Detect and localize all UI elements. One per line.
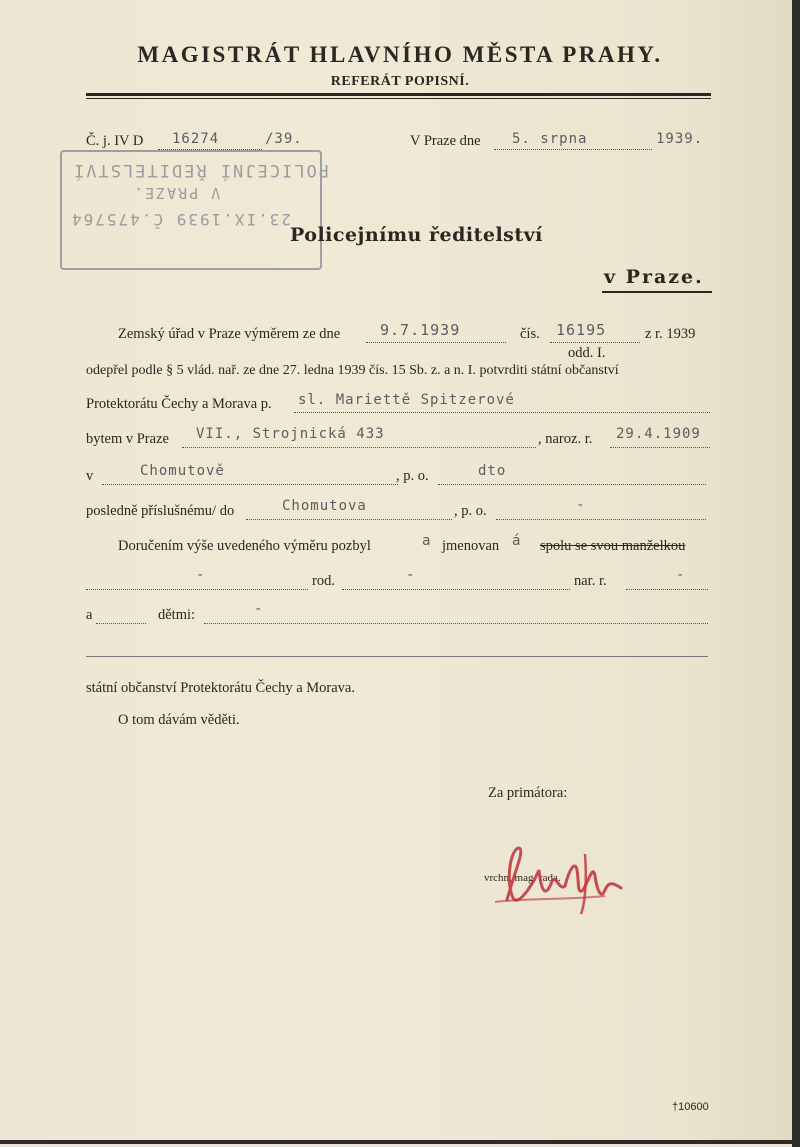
rod-label: rod. (312, 573, 335, 589)
decree-year: z r. 1939 (645, 326, 696, 342)
nar-field (626, 573, 708, 590)
place-date-label: V Praze dne (410, 133, 481, 149)
addressee-line-2: v Praze. (604, 266, 704, 288)
po2-label: , p. o. (454, 503, 487, 519)
cis-label: čís. (520, 326, 540, 342)
last-place: Chomutova (282, 498, 367, 514)
nar-label: nar. r. (574, 573, 607, 589)
reference-year: /39. (265, 131, 303, 147)
scan-edge (792, 0, 800, 1147)
addressee-line-1: Policejnímu ředitelství (290, 224, 543, 246)
stamp-line-2: V PRAZE. (132, 184, 221, 202)
rod-value: - (406, 567, 416, 583)
stamp-line-3: 23.IX.1939 Č.475764 (70, 210, 292, 229)
reference-label: Č. j. IV D (86, 133, 144, 149)
body-line-2: odepřel podle § 5 vlád. nař. ze dne 27. ledna 1939 čís. 15 Sb. z. a n. I. potvrditi státní občanství (86, 363, 619, 378)
closing-line: státní občanství Protektorátu Čechy a Morava. (86, 680, 355, 696)
person-name: sl. Mariettě Spitzerové (298, 392, 515, 408)
birthplace: Chomutově (140, 463, 225, 479)
header-rule (86, 93, 711, 96)
jmenovan-label: jmenovan (442, 538, 500, 554)
resident-label: bytem v Praze (86, 431, 169, 447)
letter-date: 5. srpna (512, 131, 588, 147)
authority-heading: MAGISTRÁT HLAVNÍHO MĚSTA PRAHY. (137, 42, 663, 67)
form-number: †10600 (672, 1101, 709, 1113)
decree-date: 9.7.1939 (380, 321, 461, 339)
body-p2: Doručením výše uvedeného výměru pozbyl (118, 538, 371, 554)
body-intro: Zemský úřad v Praze výměrem ze dne (118, 326, 341, 342)
children-field (204, 607, 708, 624)
decree-number: 16195 (556, 321, 607, 339)
pozbyl-suffix: a (422, 533, 432, 549)
jmenovan-suffix: á (512, 533, 522, 549)
po2-value: - (576, 497, 586, 513)
rod-field (342, 573, 570, 590)
for-mayor-label: Za primátora: (488, 785, 568, 801)
a-label: a (86, 607, 93, 623)
last-label: posledně příslušnému/ do (86, 503, 235, 519)
letter-year: 1939. (656, 131, 704, 147)
received-stamp (60, 150, 329, 270)
children-label: dětmi: (158, 607, 196, 623)
stamp-line-1: POLICEJNÍ ŘEDITELSTVÍ (72, 160, 329, 180)
notice-line: O tom dávám věděti. (118, 712, 240, 728)
po-label: , p. o. (396, 468, 429, 484)
body-line-3: Protektorátu Čechy a Morava p. (86, 396, 272, 412)
children-value: - (254, 601, 264, 617)
addressee-underline (602, 291, 712, 293)
v-label: v (86, 468, 94, 484)
department-heading: REFERÁT POPISNÍ. (330, 74, 470, 89)
spolu-struck: spolu se svou manželkou (540, 538, 686, 554)
a-field (96, 607, 146, 624)
po-value: dto (478, 463, 507, 479)
wife-value: - (196, 567, 206, 583)
header-rule-thin (86, 98, 711, 99)
nar-value: - (676, 567, 686, 583)
department-text: odd. I. (568, 345, 606, 361)
handwritten-signature (485, 840, 635, 920)
blank-line (86, 656, 708, 657)
born-label: , naroz. r. (538, 431, 593, 447)
signatory-title: vrchn. mag. rada. (484, 872, 561, 884)
reference-number: 16274 (172, 131, 220, 147)
birth-date: 29.4.1909 (616, 426, 701, 442)
po2-field (496, 503, 706, 520)
address: VII., Strojnická 433 (196, 426, 385, 442)
